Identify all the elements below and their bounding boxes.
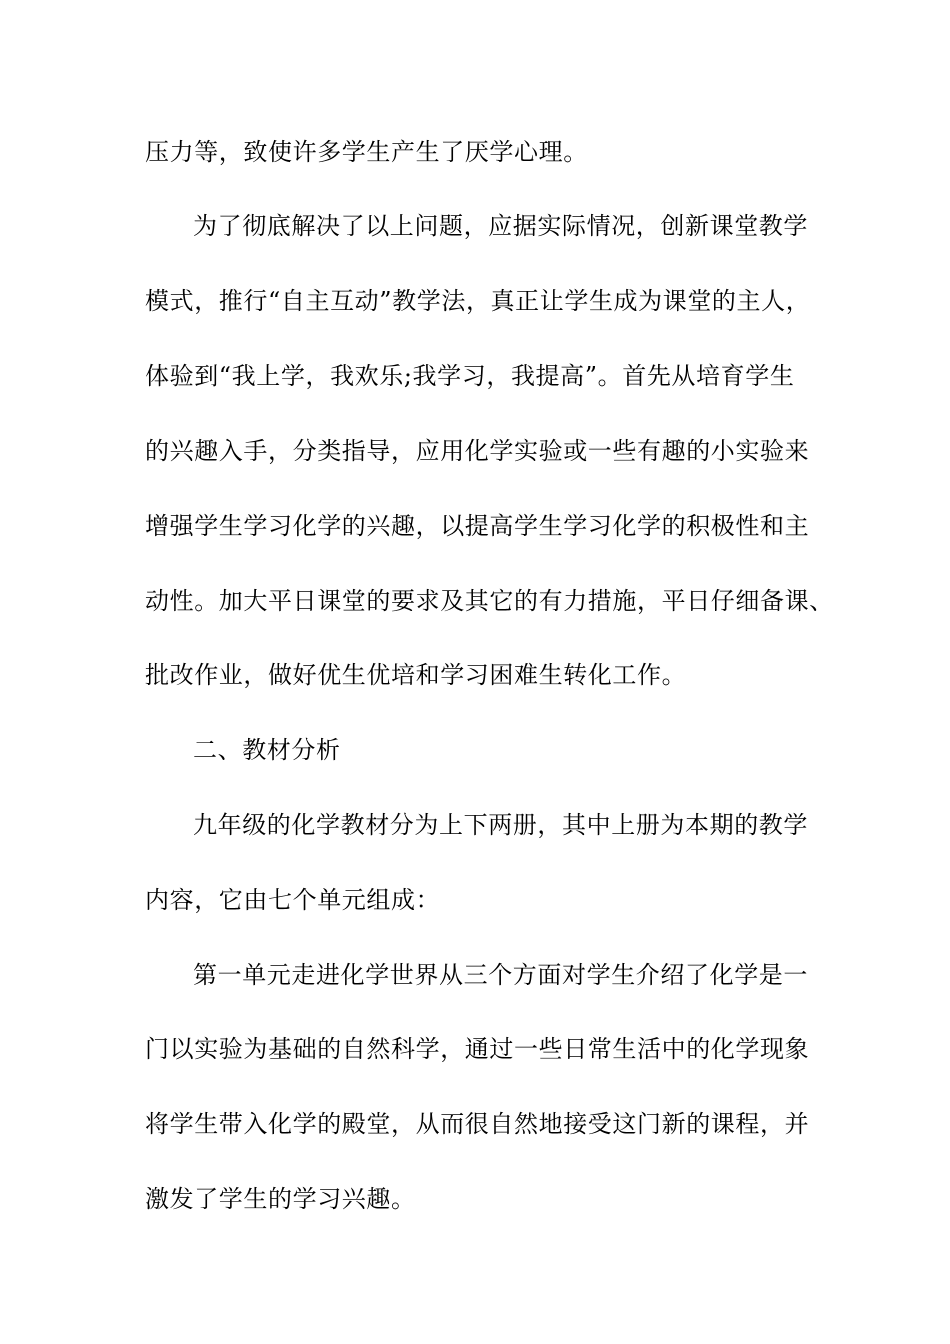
text-line: 将学生带入化学的殿堂，从而很自然地接受这门新的课程，并 xyxy=(145,1110,810,1138)
text-line: 的兴趣入手，分类指导，应用化学实验或一些有趣的小实验来 xyxy=(145,437,810,465)
text-line: 体验到“我上学，我欢乐;我学习，我提高”。首先从培育学生 xyxy=(145,362,795,390)
section-heading: 二、教材分析 xyxy=(193,736,341,764)
text-line: 九年级的化学教材分为上下两册，其中上册为本期的教学 xyxy=(193,811,808,839)
text-line: 增强学生学习化学的兴趣，以提高学生学习化学的积极性和主 xyxy=(145,512,810,540)
text-line: 门以实验为基础的自然科学，通过一些日常生活中的化学现象 xyxy=(145,1035,810,1063)
text-line: 模式，推行“自主互动”教学法，真正让学生成为课堂的主人， xyxy=(145,287,811,315)
text-line: 压力等，致使许多学生产生了厌学心理。 xyxy=(145,138,588,166)
text-line: 批改作业，做好优生优培和学习困难生转化工作。 xyxy=(145,661,687,689)
text-line: 动性。加大平日课堂的要求及其它的有力措施，平日仔细备课、 xyxy=(145,587,834,615)
text-line: 为了彻底解决了以上问题，应据实际情况，创新课堂教学 xyxy=(193,212,808,240)
text-line: 内容，它由七个单元组成： xyxy=(145,886,441,914)
text-line: 激发了学生的学习兴趣。 xyxy=(145,1185,416,1213)
text-line: 第一单元走进化学世界从三个方面对学生介绍了化学是一 xyxy=(193,961,808,989)
